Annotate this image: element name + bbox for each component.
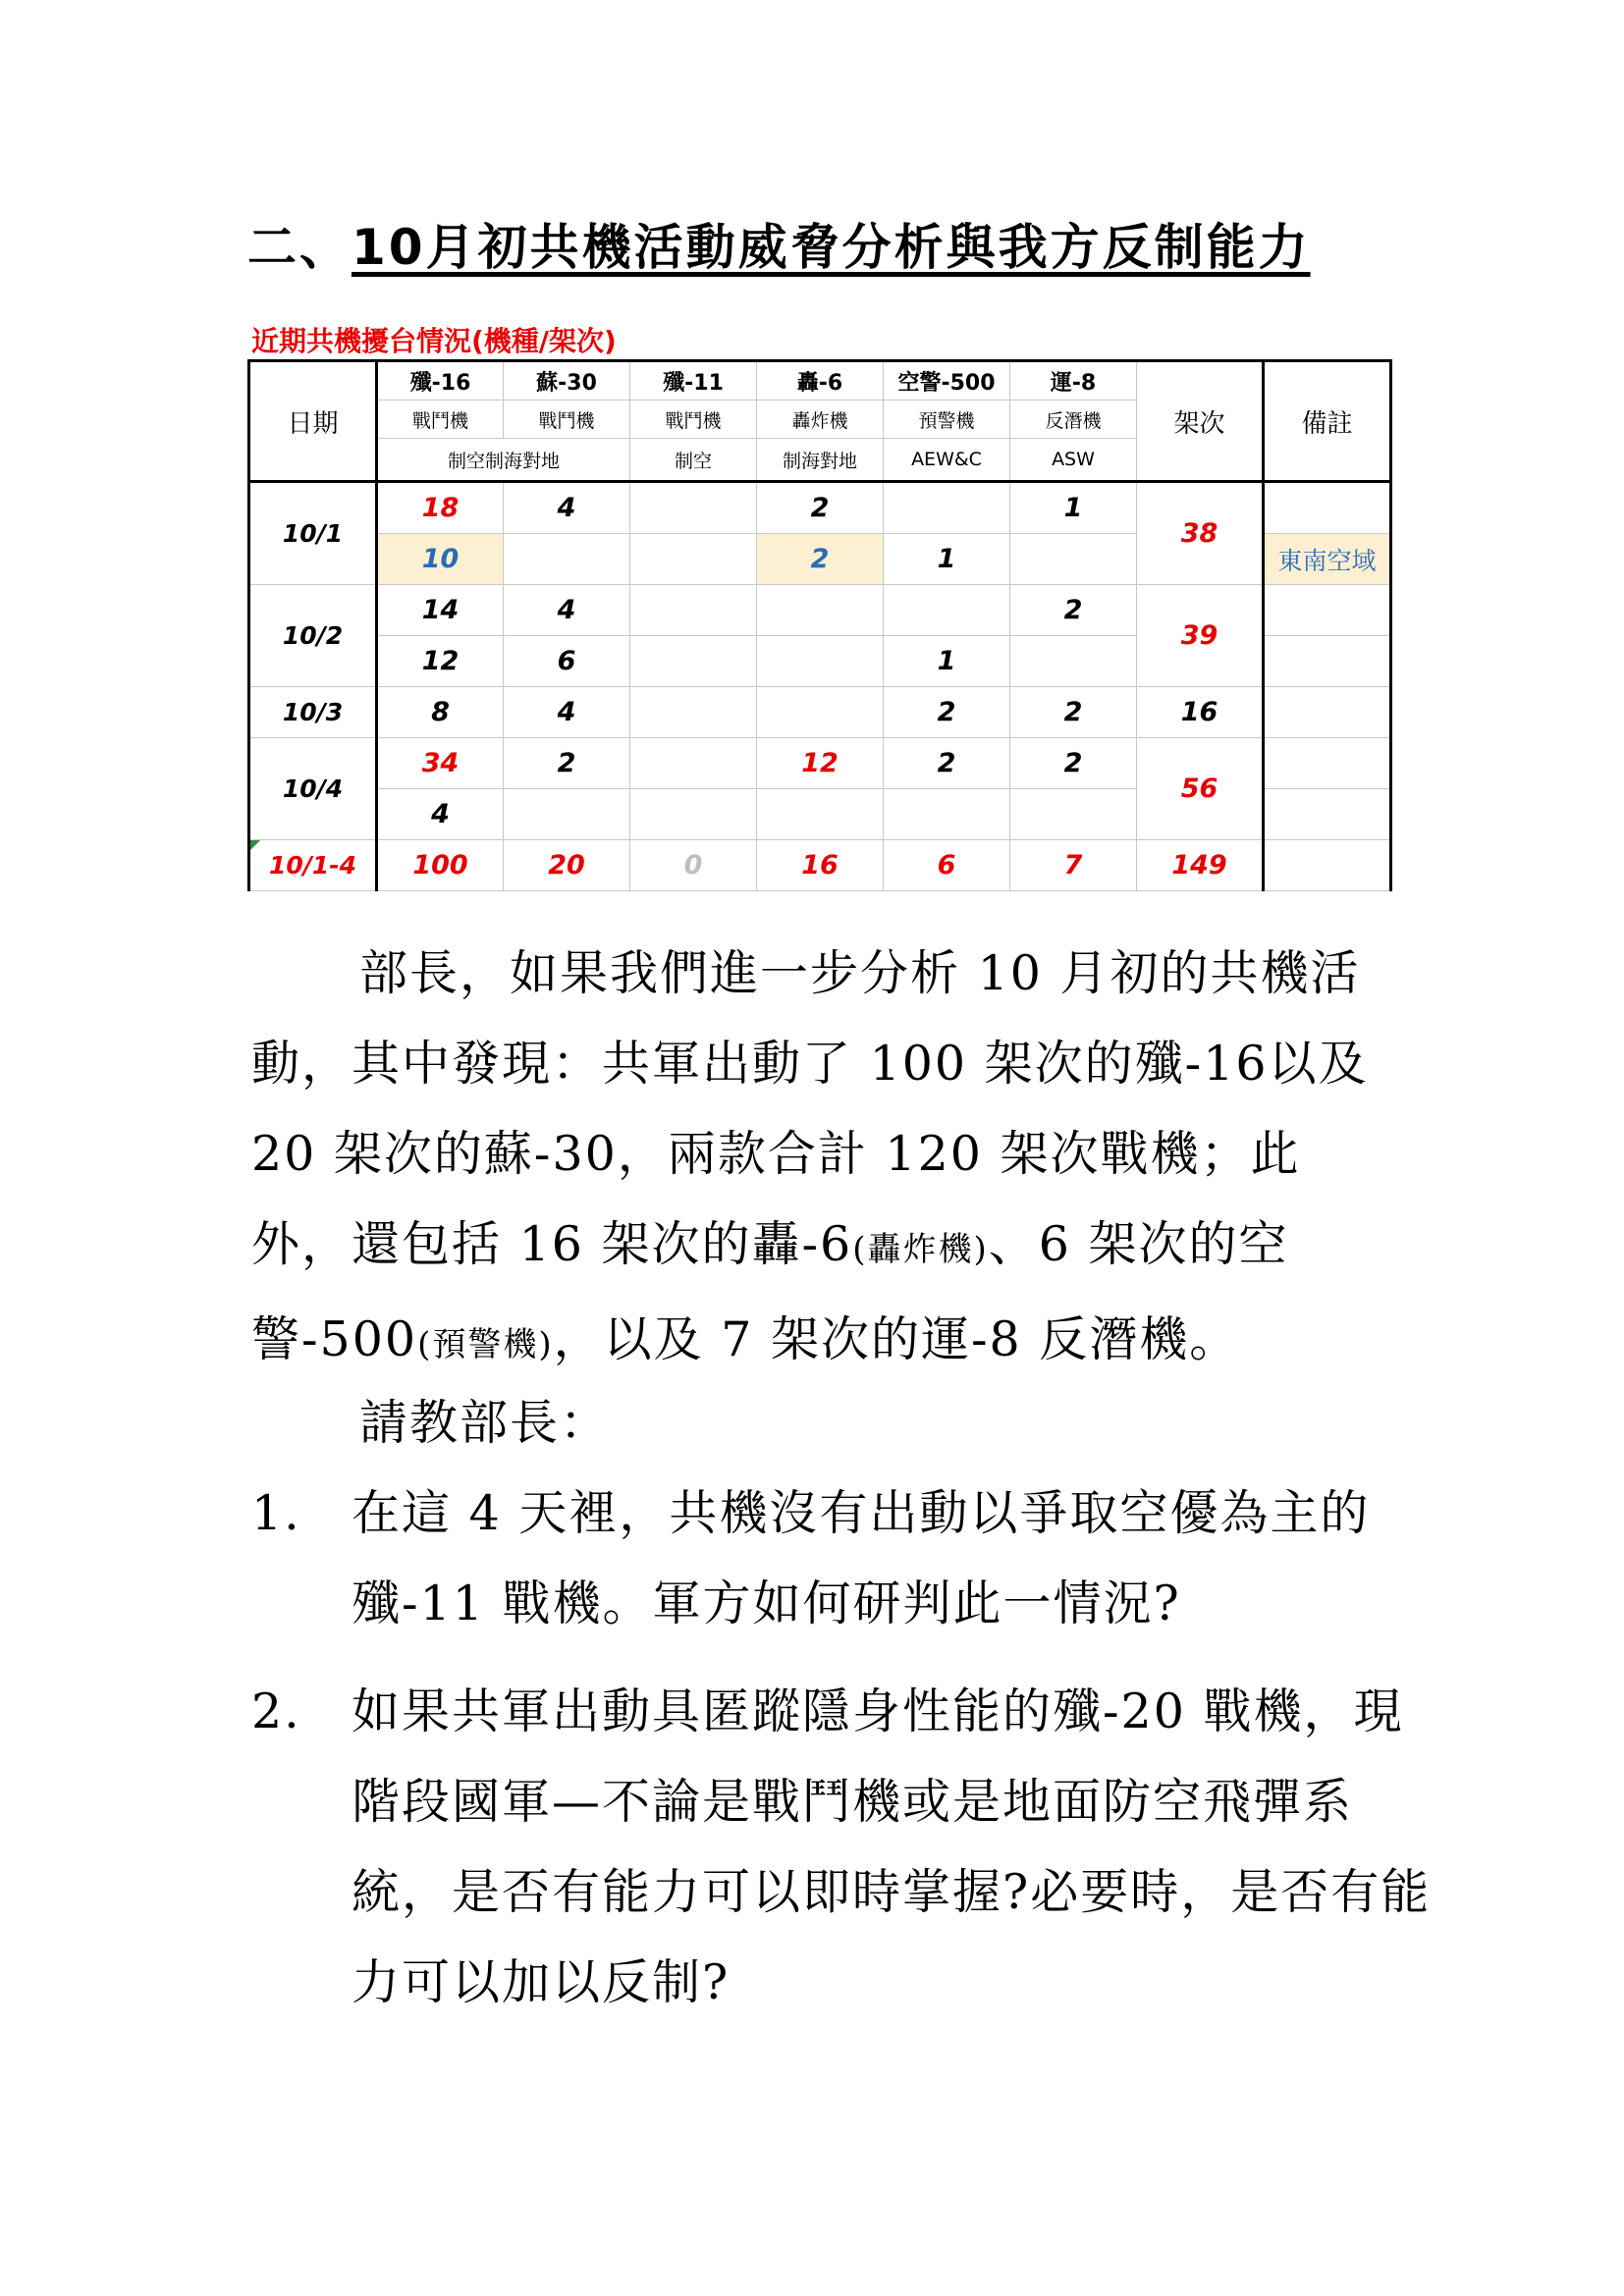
remark-cell: 東南空域 — [1264, 534, 1391, 585]
paragraph-text: 部長，如果我們進一步分析 10 月初的共機活動，其中發現：共軍出動了 100 架次的殲-16以及 20 架次的蘇-30，兩款合計 120 架次戰機；此外，還包括 16 架次的轟-6 — [251, 945, 1369, 1272]
table-cell: 2 — [757, 534, 884, 585]
row-date: 10/2 — [249, 585, 377, 687]
table-cell — [884, 789, 1010, 840]
header-type-kj500: 空警-500 — [884, 361, 1010, 400]
table-cell — [884, 482, 1010, 534]
header-mission: ASW — [1010, 439, 1137, 482]
question-text: 如果共軍出動具匿蹤隱身性能的殲-20 戰機，現階段國軍—不論是戰鬥機或是地面防空飛彈系統，是否有能力可以即時掌握?必要時，是否有能力可以加以反制? — [352, 1683, 1432, 2010]
remark-cell — [1264, 687, 1391, 738]
header-role: 戰鬥機 — [377, 400, 504, 439]
header-type-j16: 殲-16 — [377, 361, 504, 400]
table-cell: 4 — [504, 585, 630, 636]
header-type-h6: 轟-6 — [757, 361, 884, 400]
table-cell: 1 — [884, 636, 1010, 687]
paragraph-text: 、6 架次的空警-500 — [251, 1216, 1289, 1367]
heading-title: 10月初共機活動威脅分析與我方反制能力 — [352, 219, 1311, 276]
table-cell: 14 — [377, 585, 504, 636]
paragraph-note: (轟炸機) — [852, 1230, 989, 1269]
table-cell — [630, 534, 757, 585]
total-cell: 20 — [504, 840, 630, 891]
sorties-table — [247, 359, 1392, 891]
total-cell: 16 — [757, 840, 884, 891]
total-cell: 0 — [630, 840, 757, 891]
table-cell: 2 — [884, 738, 1010, 789]
table-cell — [630, 585, 757, 636]
total-cell: 6 — [884, 840, 1010, 891]
total-date-label: 10/1-4 — [268, 851, 357, 880]
table-cell — [1010, 534, 1137, 585]
header-role: 戰鬥機 — [630, 400, 757, 439]
table-cell — [630, 789, 757, 840]
table-cell: 18 — [377, 482, 504, 534]
table-cell — [757, 687, 884, 738]
question-intro: 請教部長： — [359, 1395, 611, 1451]
table-cell — [630, 687, 757, 738]
row-date: 10/3 — [249, 687, 377, 738]
header-role: 反潛機 — [1010, 400, 1137, 439]
table-cell — [1010, 789, 1137, 840]
table-cell — [757, 789, 884, 840]
total-sorties: 149 — [1137, 840, 1264, 891]
table-cell: 10 — [377, 534, 504, 585]
table-cell: 2 — [1010, 738, 1137, 789]
question-text: 在這 4 天裡，共機沒有出動以爭取空優為主的殲-11 戰機。軍方如何研判此一情況? — [352, 1485, 1371, 1631]
paragraph-text: ，以及 7 架次的運-8 反潛機。 — [553, 1311, 1240, 1367]
table-cell: 2 — [757, 482, 884, 534]
header-mission: 制空 — [630, 439, 757, 482]
table-cell: 2 — [1010, 585, 1137, 636]
row-sorties: 16 — [1137, 687, 1264, 738]
header-sorties: 架次 — [1137, 361, 1264, 482]
question-number: 1. — [251, 1485, 301, 1541]
table-cell — [630, 482, 757, 534]
header-mission: AEW&C — [884, 439, 1010, 482]
heading-number: 二、 — [247, 219, 352, 276]
table-cell: 2 — [504, 738, 630, 789]
header-remarks: 備註 — [1264, 361, 1391, 482]
question-number: 2. — [251, 1683, 301, 1739]
total-date — [249, 840, 377, 891]
table-cell — [630, 738, 757, 789]
table-cell: 4 — [504, 482, 630, 534]
table-cell — [757, 636, 884, 687]
header-type-y8: 運-8 — [1010, 361, 1137, 400]
remark-cell — [1264, 789, 1391, 840]
row-sorties: 39 — [1137, 585, 1264, 687]
table-cell: 4 — [377, 789, 504, 840]
table-cell — [630, 636, 757, 687]
paragraph-note: (預警機) — [417, 1325, 554, 1364]
table-cell — [504, 534, 630, 585]
table-cell — [884, 585, 1010, 636]
comment-marker — [250, 840, 260, 850]
remark-cell — [1264, 636, 1391, 687]
table-caption: 近期共機擾台情況(機種/架次) — [251, 325, 617, 357]
row-sorties: 38 — [1137, 482, 1264, 585]
header-type-j11: 殲-11 — [630, 361, 757, 400]
total-cell: 100 — [377, 840, 504, 891]
row-sorties: 56 — [1137, 738, 1264, 840]
table-cell: 12 — [757, 738, 884, 789]
remark-cell — [1264, 840, 1391, 891]
total-cell: 7 — [1010, 840, 1137, 891]
row-date: 10/1 — [249, 482, 377, 585]
table-cell — [504, 789, 630, 840]
table-cell — [757, 585, 884, 636]
table-cell: 8 — [377, 687, 504, 738]
remark-cell — [1264, 482, 1391, 534]
remark-cell — [1264, 585, 1391, 636]
header-mission: 制海對地 — [757, 439, 884, 482]
table-cell: 1 — [1010, 482, 1137, 534]
table-cell: 12 — [377, 636, 504, 687]
remark-cell — [1264, 738, 1391, 789]
table-cell: 2 — [884, 687, 1010, 738]
table-cell: 4 — [504, 687, 630, 738]
header-role: 預警機 — [884, 400, 1010, 439]
header-role: 戰鬥機 — [504, 400, 630, 439]
row-date: 10/4 — [249, 738, 377, 840]
table-cell: 34 — [377, 738, 504, 789]
section-heading — [247, 208, 1311, 279]
header-role: 轟炸機 — [757, 400, 884, 439]
table-cell: 6 — [504, 636, 630, 687]
header-mission: 制空制海對地 — [377, 439, 630, 482]
table-cell: 2 — [1010, 687, 1137, 738]
header-date: 日期 — [249, 361, 377, 482]
header-type-su30: 蘇-30 — [504, 361, 630, 400]
table-cell — [1010, 636, 1137, 687]
analysis-paragraph — [251, 929, 1390, 1390]
table-cell: 1 — [884, 534, 1010, 585]
